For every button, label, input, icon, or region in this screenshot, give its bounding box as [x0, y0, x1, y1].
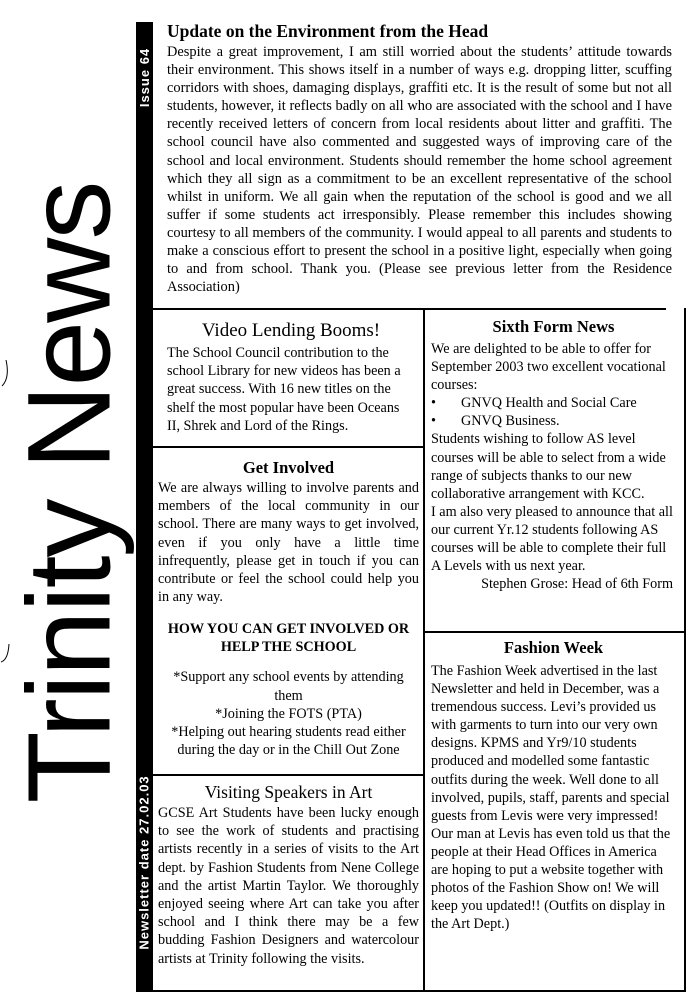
involved-subheading: HOW YOU CAN GET INVOLVED OR HELP THE SCHOOL	[167, 621, 410, 656]
right-border	[684, 308, 686, 992]
top-article-title: Update on the Environment from the Head	[167, 21, 489, 41]
column-divider	[423, 308, 425, 992]
involved-list	[158, 668, 419, 759]
newsletter-date-label	[136, 735, 153, 990]
sixth-form-para3: I am also very pleased to announce that all our current Yr.12 students following AS courses will be able to complete their full A Levels with us next year.	[431, 503, 673, 575]
fashion-article	[431, 637, 676, 933]
visiting-article	[158, 781, 419, 968]
involved-list-item: *Helping out hearing students read either during the day or in the Chill Out Zone	[171, 724, 406, 759]
issue-label	[136, 22, 153, 132]
divider-bottom	[136, 990, 686, 992]
masthead-title	[3, 182, 136, 803]
divider-top	[153, 308, 666, 310]
involved-body: We are always willing to involve parents and members of the local community in our school. There are many ways to get involved, even if you only have a little time infrequently, please get in touch if you can contribute or feel the school could help you in any way.	[158, 480, 419, 606]
divider-involved	[153, 774, 423, 776]
divider-video	[153, 446, 423, 448]
sixth-form-courses	[431, 394, 676, 430]
visiting-body: GCSE Art Students have been lucky enough to see the work of students and practising artists recently in a series of visits to the Art dept. by Fashion Students from Nene College and the artist Martin Taylor. We thoroughly enjoyed seeing where Art can take you after school and I think there may be a few budding Fashion Designers and watercolour artists at Trinity following the visits.	[158, 805, 419, 967]
video-title: Video Lending Booms!	[201, 320, 381, 341]
sixth-form-title: Sixth Form News	[492, 317, 615, 336]
involved-list-item: *Support any school events by attending them	[173, 669, 404, 704]
video-article	[167, 318, 415, 435]
issue-number: Issue 64	[137, 47, 153, 107]
course-item: • GNVQ Health and Social Care	[431, 394, 676, 412]
involved-list-item: *Joining the FOTS (PTA)	[215, 705, 362, 722]
fashion-title: Fashion Week	[503, 638, 604, 657]
top-article	[167, 20, 672, 296]
involved-article	[158, 456, 419, 759]
divider-sixth	[423, 631, 685, 633]
masthead-title-text: Trinity News	[3, 182, 136, 803]
involved-title: Get Involved	[242, 458, 335, 477]
sixth-form-para2: Students wishing to follow AS level courses will be able to select from a wide range of subjects thanks to our new collaborative arrangement with KCC.	[431, 431, 666, 502]
video-body: The School Council contribution to the school Library for new videos has been a great success. With 16 new titles on the shelf the most popular have been Oceans II, Shrek and Lord of the Rings.	[167, 345, 401, 434]
top-article-body: Despite a great improvement, I am still worried about the students’ attitude towards their environment. This shows itself in a number of ways e.g. dropping litter, scuffing corridors with shoes, damaging displays, graffiti etc. It is the result of some but not all students, however, it reflects badly on all who are associated with the school and I have recently received letters of concern from local residents about litter and graffiti. The school council have also commented and suggested ways of improving care of the school and local environment. Students should remember the home school agreement which they all sign as a commitment to be an excellent representative of the school whilst in uniform. We all gain when the reputation of the school is good and we all suffer if some students act irresponsibly. Please remember this includes showing courtesy to all members of the community. I would appeal to all parents and students to make a conscious effort to present the school in a positive light, especially when going to and from school. Thank you. (Please see previous letter from the Residence Association)	[167, 44, 672, 296]
sixth-form-signature: Stephen Grose: Head of 6th Form	[481, 576, 673, 593]
newsletter-date: Newsletter date 27.02.03	[137, 775, 152, 950]
scan-mark	[0, 358, 12, 388]
visiting-title: Visiting Speakers in Art	[204, 782, 373, 802]
course-item: • GNVQ Business.	[431, 412, 676, 430]
scan-mark	[0, 640, 12, 670]
fashion-body: The Fashion Week advertised in the last Newsletter and held in December, was a tremendous success. Levi’s provided us with garments to turn into our very own designs. KPMS and Yr9/10 students produced and modelled some fantastic outfits during the week. Well done to all involved, pupils, staff, parents and special guests from Levis were very impressed! Our man at Levis has even told us that the people at their Head Offices in America are hoping to put a website together with photos of the Fashion Show on! We will keep you updated!! (Outfits on display in the Art Dept.)	[431, 663, 671, 933]
sixth-form-article	[431, 316, 676, 593]
sixth-form-intro: We are delighted to be able to offer for September 2003 two excellent vocational courses:	[431, 341, 666, 394]
